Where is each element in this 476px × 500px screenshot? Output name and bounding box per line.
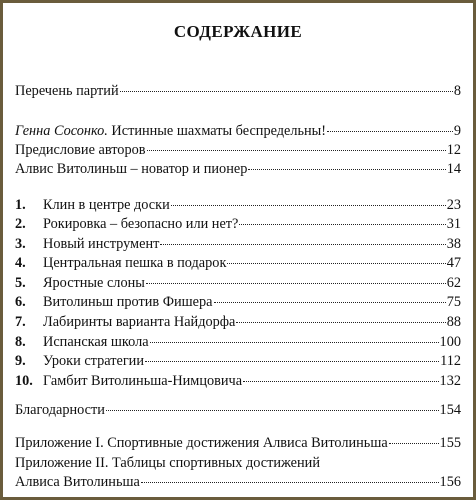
toc-page-number: 14: [446, 161, 461, 177]
chapter-number: 8.: [15, 334, 26, 350]
chapter-number: 7.: [15, 314, 26, 330]
toc-page-number: 88: [446, 314, 461, 330]
dot-leader: [150, 341, 439, 343]
toc-page-number: 47: [446, 255, 461, 271]
toc-entry-label: Перечень партий: [15, 83, 119, 99]
toc-entry-label: Алвиса Витолиньша: [15, 474, 140, 490]
toc-entry-label: Витолиньш против Фишера: [43, 294, 213, 310]
toc-page-number: 154: [439, 402, 461, 418]
dot-leader: [106, 409, 439, 411]
toc-chapter-2[interactable]: [15, 215, 461, 233]
dot-leader: [243, 380, 438, 382]
toc-chapter-9[interactable]: [15, 352, 461, 370]
dot-leader: [145, 360, 439, 362]
toc-chapter-7[interactable]: [15, 313, 461, 331]
toc-entry-label: Гамбит Витолиньша-Нимцовича: [43, 373, 243, 389]
toc-entry-label: Клин в центре доски: [43, 197, 170, 213]
toc-page-number: 100: [439, 334, 461, 350]
toc-page-number: 9: [453, 123, 461, 139]
dot-leader: [389, 442, 439, 444]
toc-page-number: 8: [453, 83, 461, 99]
toc-chapter-1[interactable]: [15, 196, 461, 214]
chapter-number: 5.: [15, 275, 26, 291]
toc-page-number: 156: [439, 474, 461, 490]
toc-entry-appendix-2[interactable]: [15, 473, 461, 491]
chapter-number: 9.: [15, 353, 26, 369]
toc-entry-sosonko[interactable]: [15, 122, 461, 140]
toc-chapter-6[interactable]: [15, 293, 461, 311]
chapter-number: 2.: [15, 216, 26, 232]
toc-entry-label: Яростные слоны: [43, 275, 145, 291]
toc-page-number: 38: [446, 236, 461, 252]
toc-chapter-10[interactable]: [15, 372, 461, 390]
dot-leader: [160, 243, 445, 245]
toc-page-number: 62: [446, 275, 461, 291]
toc-page-number: 12: [446, 142, 461, 158]
toc-entry-appendix-1[interactable]: [15, 434, 461, 452]
chapter-number: 10.: [15, 373, 33, 389]
toc-chapter-8[interactable]: [15, 333, 461, 351]
dot-leader: [248, 168, 445, 170]
toc-page-number: 155: [439, 435, 461, 451]
toc-entry-label: Благодарности: [15, 402, 105, 418]
dot-leader: [214, 301, 446, 303]
toc-entry-label: Испанская школа: [43, 334, 149, 350]
toc-entry-appendix-2-line1[interactable]: Приложение II. Таблицы спортивных достижений: [15, 455, 320, 471]
dot-leader: [141, 481, 439, 483]
page-title: СОДЕРЖАНИЕ: [173, 22, 303, 41]
toc-entry-label: Приложение I. Спортивные достижения Алвиса Витолиньша: [15, 435, 388, 451]
chapter-number: 4.: [15, 255, 26, 271]
toc-page-number: 75: [446, 294, 461, 310]
toc-chapter-3[interactable]: [15, 235, 461, 253]
dot-leader: [227, 262, 445, 264]
dot-leader: [146, 282, 446, 284]
toc-chapter-5[interactable]: [15, 274, 461, 292]
toc-entry-label: Новый инструмент: [43, 236, 160, 252]
chapter-number: 6.: [15, 294, 26, 310]
toc-entry-game-list[interactable]: [15, 82, 461, 100]
dot-leader: [239, 223, 445, 225]
dot-leader: [327, 130, 453, 132]
toc-entry-label: Уроки стратегии: [43, 353, 144, 369]
toc-entry-label: Рокировка – безопасно или нет?: [43, 216, 239, 232]
dot-leader: [236, 321, 445, 323]
toc-page-number: 23: [446, 197, 461, 213]
toc-entry-authors-preface[interactable]: [15, 141, 461, 159]
dot-leader: [120, 90, 453, 92]
toc-entry-author: Генна Сосонко.: [15, 123, 108, 139]
toc-page-number: 132: [439, 373, 461, 389]
toc-entry-label: Лабиринты варианта Найдорфа: [43, 314, 236, 330]
toc-chapter-4[interactable]: [15, 254, 461, 272]
toc-entry-label: Истинные шахматы беспредельны!: [107, 123, 327, 139]
dot-leader: [147, 149, 446, 151]
toc-entry-label: Предисловие авторов: [15, 142, 146, 158]
toc-entry-label: Алвис Витолиньш – новатор и пионер: [15, 161, 248, 177]
dot-leader: [171, 204, 446, 206]
toc-entry-thanks[interactable]: [15, 401, 461, 419]
toc-entry-label: Центральная пешка в подарок: [43, 255, 227, 271]
chapter-number: 1.: [15, 197, 26, 213]
chapter-number: 3.: [15, 236, 26, 252]
toc-page-number: 31: [446, 216, 461, 232]
toc-entry-vitolinsh-intro[interactable]: [15, 160, 461, 178]
toc-page-number: 112: [440, 353, 461, 369]
